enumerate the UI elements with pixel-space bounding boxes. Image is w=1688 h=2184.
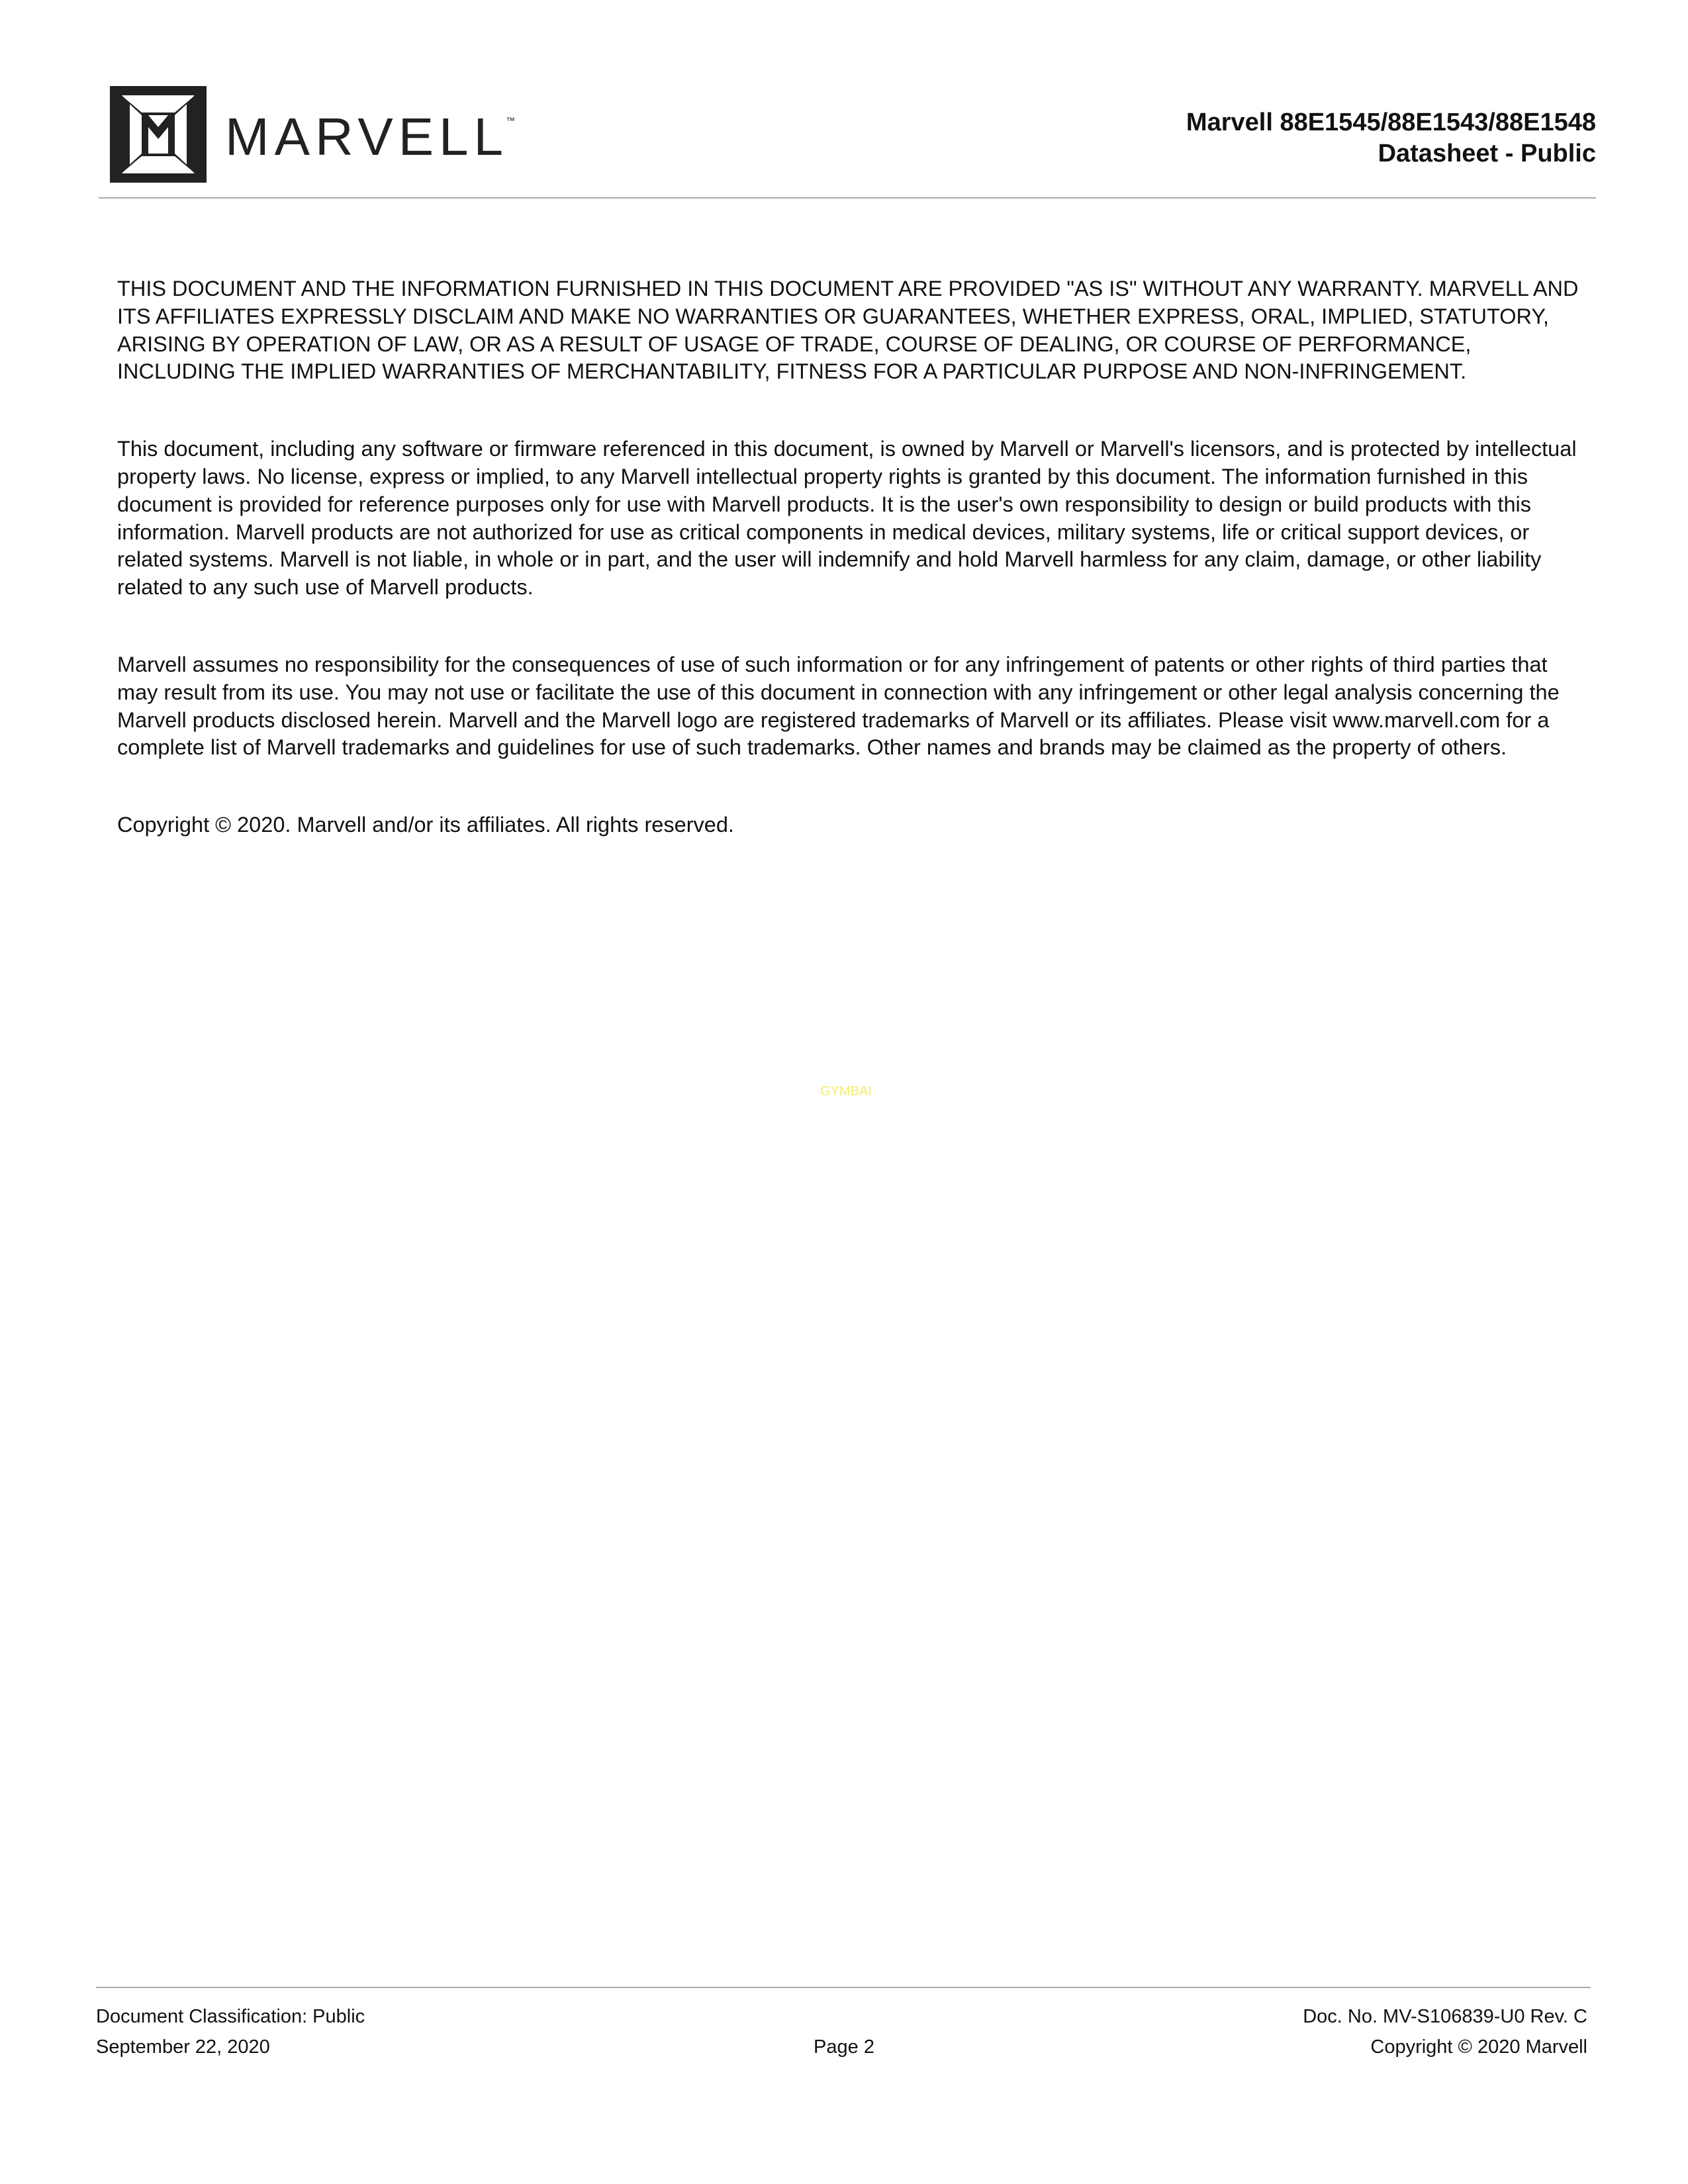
footer-date: September 22, 2020 bbox=[96, 2036, 270, 2058]
footer-classification: Document Classification: Public bbox=[96, 2006, 365, 2027]
document-title-product: Marvell 88E1545/88E1543/88E1548 bbox=[1186, 109, 1596, 136]
trademark-symbol: ™ bbox=[506, 115, 516, 126]
document-title bbox=[1186, 107, 1596, 169]
legal-notice bbox=[117, 275, 1585, 839]
footer-page-number: Page 2 bbox=[814, 2036, 874, 2058]
header-divider bbox=[99, 197, 1596, 199]
footer-copyright: Copyright © 2020 Marvell bbox=[1370, 2036, 1587, 2058]
disclaimer-paragraph: THIS DOCUMENT AND THE INFORMATION FURNISHED IN THIS DOCUMENT ARE PROVIDED "AS IS" WITHOUT ANY WARRANTY. MARVELL AND ITS AFFILIATES EXPRESSLY DISCLAIM AND MAKE NO WARRANTIES OR GUARANTEES, WHETHER EXPRESS, ORAL, IMPLIED, STATUTORY, ARISING BY OPERATION OF LAW, OR AS A RESULT OF USAGE OF TRADE, COURSE OF DEALING, OR COURSE OF PERFORMANCE, INCLUDING THE IMPLIED WARRANTIES OF MERCHANTABILITY, FITNESS FOR A PARTICULAR PURPOSE AND NON-INFRINGEMENT. bbox=[117, 277, 1579, 384]
page-header bbox=[0, 0, 1688, 199]
marvell-wordmark-text: MARVELL bbox=[225, 107, 509, 166]
marvell-logo bbox=[110, 86, 515, 183]
ownership-paragraph: This document, including any software or firmware referenced in this document, is owned by Marvell or Marvell's licensors, and is protected by intellectual property laws. No license, express or implied, to any Marvell intellectual property rights is granted by this document. The information furnished in this document is provided for reference purposes only for use with Marvell products. It is the user's own responsibility to design or build products with this information. Marvell products are not authorized for use as critical components in medical devices, military systems, life or critical support devices, or related systems. Marvell is not liable, in whole or in part, and the user will indemnify and hold Marvell harmless for any claim, damage, or other liability related to any such use of Marvell products. bbox=[117, 437, 1577, 600]
footer-doc-number: Doc. No. MV-S106839-U0 Rev. C bbox=[1303, 2006, 1587, 2027]
marvell-wordmark bbox=[225, 107, 516, 166]
copyright-paragraph: Copyright © 2020. Marvell and/or its affiliates. All rights reserved. bbox=[117, 813, 734, 837]
marvell-logo-icon bbox=[110, 86, 207, 183]
footer-divider bbox=[96, 1987, 1591, 1988]
trademark-paragraph: Marvell assumes no responsibility for the consequences of use of such information or for any infringement of patents or other rights of third parties that may result from its use. You may not use or facilitate the use of this document in connection with any infringement or other legal analysis concerning the Marvell products disclosed herein. Marvell and the Marvell logo are registered trademarks of Marvell or its affiliates. Please visit www.marvell.com for a complete list of Marvell trademarks and guidelines for use of such trademarks. Other names and brands may be claimed as the property of others. bbox=[117, 652, 1560, 760]
watermark: GYMBAI bbox=[820, 1084, 872, 1099]
document-title-type: Datasheet - Public bbox=[1378, 140, 1596, 167]
